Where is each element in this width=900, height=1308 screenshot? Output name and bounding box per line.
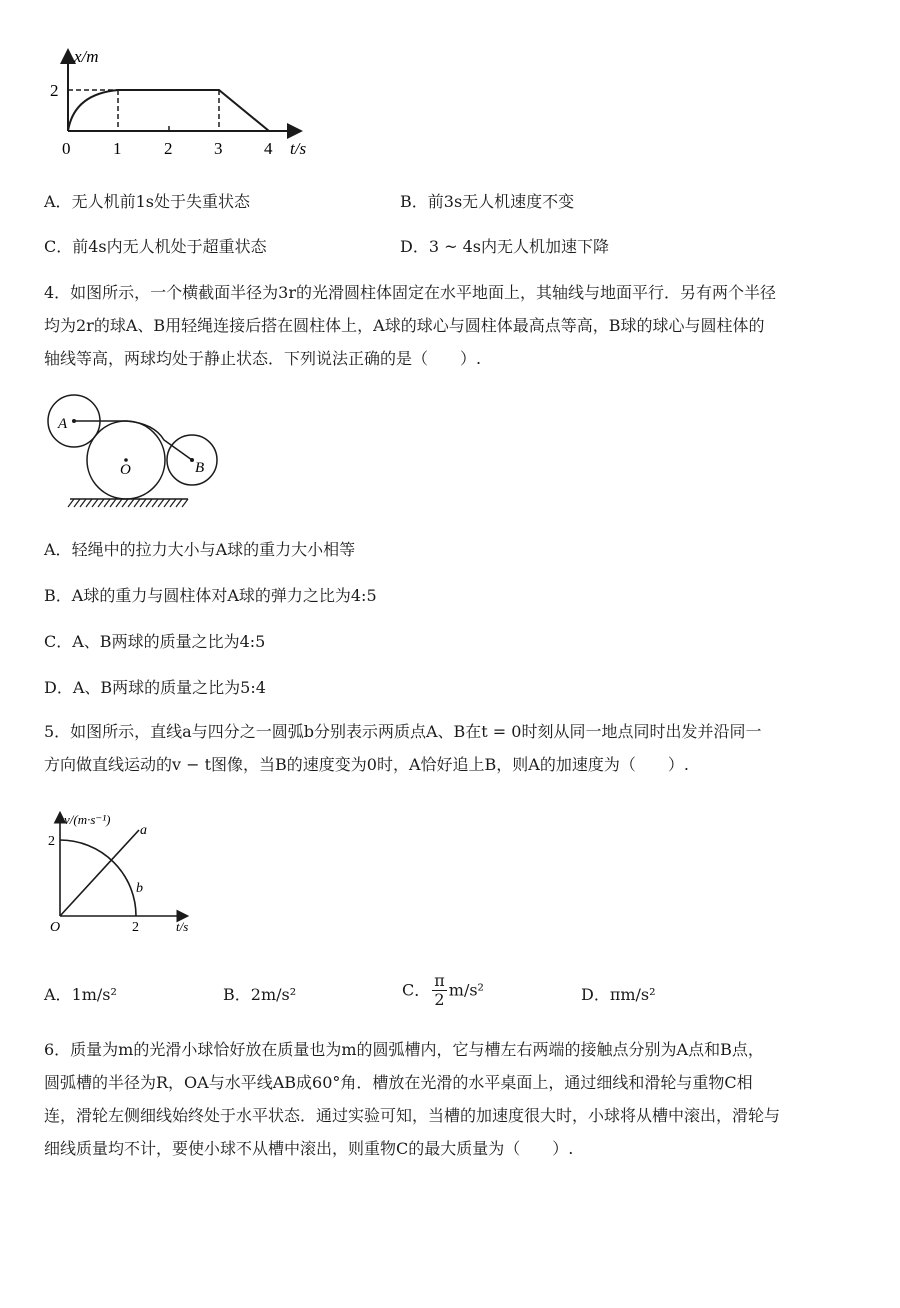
- label-a: A: [58, 416, 68, 432]
- q6-stem-line-2: 圆弧槽的半径为R，OA与水平线AB成60°角．槽放在光滑的水平桌面上，通过细线和滑轮与重物C相: [44, 1073, 753, 1092]
- q3-option-a: [44, 192, 250, 212]
- option-label: C．: [402, 980, 431, 1000]
- q4-option-a: [44, 540, 355, 560]
- option-text: πm/s²: [609, 985, 656, 1004]
- q5-vt-graph: [44, 810, 204, 935]
- x-axis-label: t/s: [290, 139, 307, 158]
- line-a-label: a: [140, 823, 147, 838]
- q4-stem-line-2: 均为2r的球A、B用轻绳连接后搭在圆柱体上，A球的球心与圆柱体最高点等高，B球的球心与圆柱体的: [44, 316, 765, 335]
- option-unit: m/s²: [448, 980, 484, 1000]
- option-text: 轻绳中的拉力大小与A球的重力大小相等: [71, 540, 356, 559]
- q4-stem-line-1: 4．如图所示，一个横截面半径为3r的光滑圆柱体固定在水平地面上，其轴线与地面平行．另有两个半径: [44, 283, 777, 302]
- option-label: B．: [44, 586, 72, 605]
- option-label: A．: [44, 985, 72, 1004]
- fraction: [432, 972, 447, 1009]
- option-label: A．: [44, 540, 72, 559]
- option-label: D．: [581, 985, 610, 1004]
- q5-stem-line-2: 方向做直线运动的v − t图像，当B的速度变为0时，A恰好追上B，则A的加速度为（ ）.: [44, 755, 689, 774]
- option-text: 前4s内无人机处于超重状态: [72, 237, 267, 256]
- q5-option-c: [402, 972, 484, 1009]
- ground-hatching: [68, 499, 188, 507]
- fraction-numerator: π: [434, 971, 445, 990]
- q6-stem-line-4: 细线质量均不计，要使小球不从槽中滚出，则重物C的最大质量为（ ）.: [44, 1139, 574, 1158]
- q4-option-b: [44, 586, 377, 606]
- q5-option-d: [581, 985, 656, 1005]
- option-text: 无人机前1s处于失重状态: [71, 192, 250, 211]
- y-tick-2: 2: [50, 81, 59, 100]
- q4-option-c: [44, 632, 265, 652]
- option-text: 前3s无人机速度不变: [427, 192, 575, 211]
- q3-option-d: [400, 237, 609, 257]
- option-label: C．: [44, 632, 73, 651]
- label-b: B: [195, 460, 205, 476]
- v-axis-label: v/(m·s⁻¹): [64, 812, 111, 827]
- option-label: D．: [400, 237, 429, 256]
- q3-option-c: [44, 237, 267, 257]
- option-text: A、B两球的质量之比为5:4: [72, 678, 266, 697]
- y-axis-label: x/m: [74, 47, 99, 66]
- option-text: 1m/s²: [71, 985, 117, 1004]
- q5-stem-line-1: 5．如图所示，直线a与四分之一圆弧b分别表示两质点A、B在t = 0时刻从同一地点同时出发并沿同一: [44, 722, 762, 741]
- t-tick-2: 2: [132, 920, 139, 935]
- option-text: A球的重力与圆柱体对A球的弹力之比为4:5: [71, 586, 377, 605]
- q5-option-b: [223, 985, 296, 1005]
- option-label: C．: [44, 237, 73, 256]
- option-text: 2m/s²: [250, 985, 297, 1004]
- center-b-dot: [190, 458, 194, 462]
- option-label: D．: [44, 678, 73, 697]
- line-a: [60, 830, 139, 916]
- option-label: B．: [223, 985, 251, 1004]
- q5-option-a: [44, 985, 117, 1005]
- center-a-dot: [72, 419, 76, 423]
- t-axis-label: t/s: [176, 919, 189, 934]
- option-text: A、B两球的质量之比为4:5: [72, 632, 266, 651]
- option-text: 3 ~ 4s内无人机加速下降: [428, 237, 609, 256]
- x-tick-1: 1: [113, 139, 122, 158]
- option-label: A．: [44, 192, 72, 211]
- option-label: B．: [400, 192, 428, 211]
- v-tick-2: 2: [48, 834, 55, 849]
- x-tick-0: 0: [62, 139, 71, 158]
- label-o: O: [120, 462, 131, 478]
- origin-label: O: [50, 920, 61, 935]
- q3-option-b: [400, 192, 574, 212]
- x-tick-4: 4: [264, 139, 273, 158]
- xt-curve: [68, 90, 269, 131]
- arc-b-label: b: [136, 881, 143, 896]
- q6-stem-line-1: 6．质量为m的光滑小球恰好放在质量也为m的圆弧槽内，它与槽左右两端的接触点分别为A点和B点，: [44, 1040, 764, 1059]
- q4-cylinder-figure: [44, 388, 234, 513]
- q4-option-d: [44, 678, 266, 698]
- x-tick-3: 3: [214, 139, 223, 158]
- x-tick-2: 2: [164, 139, 173, 158]
- q4-stem-line-3: 轴线等高，两球均处于静止状态．下列说法正确的是（ ）.: [44, 349, 482, 368]
- q3-xt-graph: [44, 44, 334, 164]
- q6-stem-line-3: 连，滑轮左侧细线始终处于水平状态．通过实验可知，当槽的加速度很大时，小球将从槽中滚出，滑轮与: [44, 1106, 781, 1125]
- fraction-denominator: 2: [434, 990, 445, 1009]
